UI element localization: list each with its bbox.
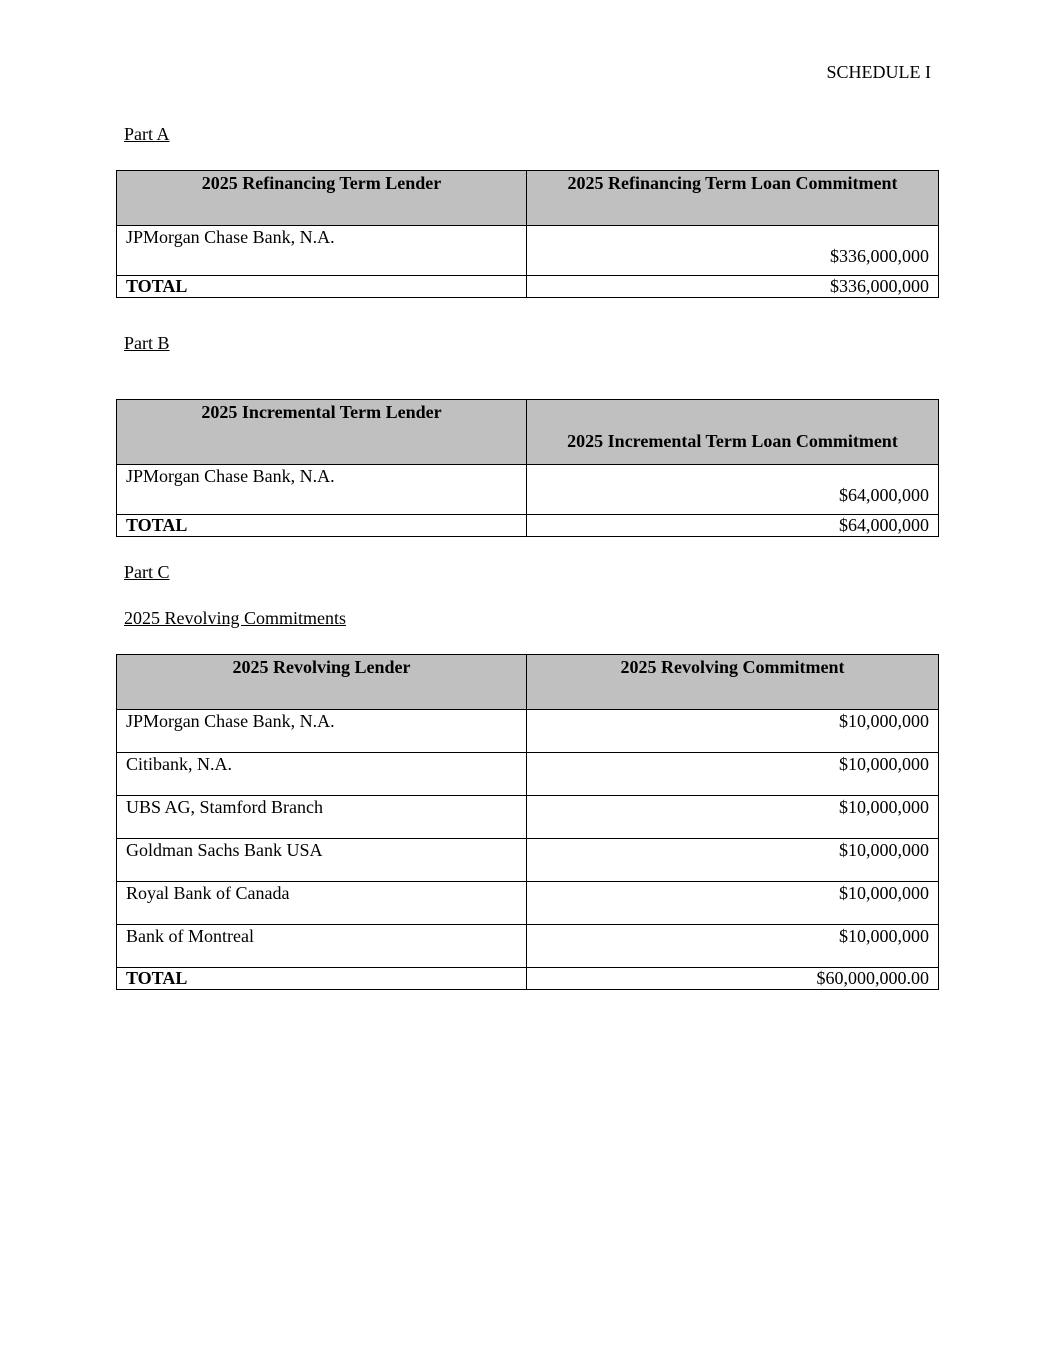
total-row [117, 515, 939, 537]
total-label: TOTAL [117, 515, 527, 537]
table-row [117, 710, 939, 753]
commitment-amount: $10,000,000 [527, 710, 939, 753]
total-label: TOTAL [117, 968, 527, 990]
table-row [117, 226, 939, 276]
part-c-subtitle: 2025 Revolving Commitments [124, 608, 347, 628]
schedule-title: SCHEDULE I [826, 62, 931, 82]
total-row [117, 968, 939, 990]
part-c-label: Part C [124, 562, 170, 582]
part-a-table [116, 170, 939, 298]
total-amount: $336,000,000 [527, 276, 939, 298]
commitment-amount: $64,000,000 [527, 465, 939, 515]
commitment-amount: $336,000,000 [527, 226, 939, 276]
total-amount: $64,000,000 [527, 515, 939, 537]
table-row [117, 796, 939, 839]
table-row [117, 925, 939, 968]
lender-name: JPMorgan Chase Bank, N.A. [117, 465, 527, 515]
total-row [117, 276, 939, 298]
part-b-header-lender: 2025 Incremental Term Lender [117, 400, 527, 465]
commitment-amount: $10,000,000 [527, 925, 939, 968]
commitment-amount: $10,000,000 [527, 882, 939, 925]
part-c-header-lender: 2025 Revolving Lender [117, 655, 527, 710]
part-b-header-amount: 2025 Incremental Term Loan Commitment [527, 400, 939, 465]
part-c-header-amount: 2025 Revolving Commitment [527, 655, 939, 710]
table-row [117, 882, 939, 925]
lender-name: Royal Bank of Canada [117, 882, 527, 925]
total-amount: $60,000,000.00 [527, 968, 939, 990]
part-a-label: Part A [124, 124, 170, 144]
part-b-table [116, 399, 939, 537]
commitment-amount: $10,000,000 [527, 753, 939, 796]
part-a-header-amount: 2025 Refinancing Term Loan Commitment [527, 171, 939, 226]
lender-name: Citibank, N.A. [117, 753, 527, 796]
table-row [117, 753, 939, 796]
table-row [117, 465, 939, 515]
lender-name: JPMorgan Chase Bank, N.A. [117, 710, 527, 753]
lender-name: JPMorgan Chase Bank, N.A. [117, 226, 527, 276]
commitment-amount: $10,000,000 [527, 839, 939, 882]
total-label: TOTAL [117, 276, 527, 298]
lender-name: Bank of Montreal [117, 925, 527, 968]
table-row [117, 839, 939, 882]
lender-name: Goldman Sachs Bank USA [117, 839, 527, 882]
lender-name: UBS AG, Stamford Branch [117, 796, 527, 839]
part-b-label: Part B [124, 333, 170, 353]
part-a-header-lender: 2025 Refinancing Term Lender [117, 171, 527, 226]
part-c-table [116, 654, 939, 990]
commitment-amount: $10,000,000 [527, 796, 939, 839]
